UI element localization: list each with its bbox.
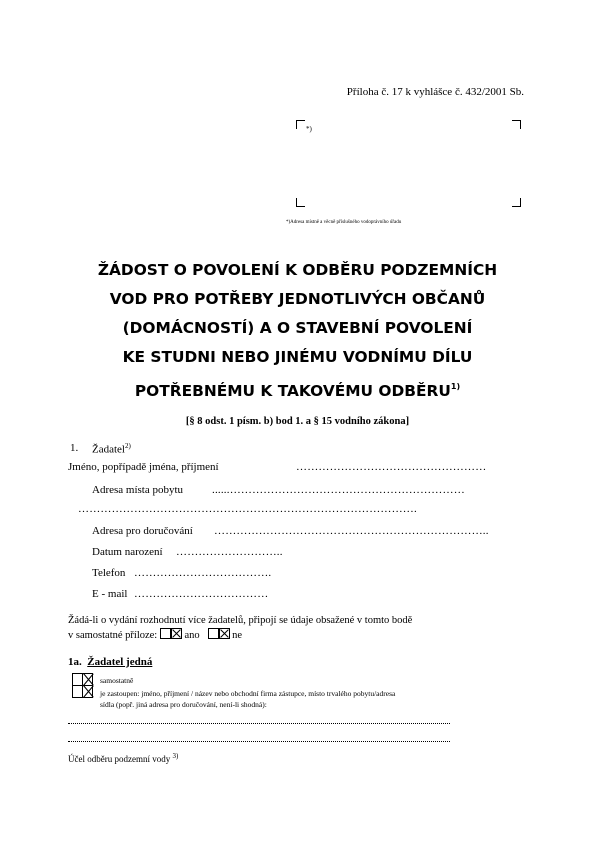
multiple-applicants-label: v samostatné příloze: bbox=[68, 630, 158, 641]
no-checkbox-empty[interactable] bbox=[208, 628, 219, 639]
field-name-input[interactable]: …………………………………………… bbox=[296, 461, 487, 473]
section1a-heading bbox=[68, 656, 152, 668]
representation-checkbox-grid bbox=[72, 673, 94, 699]
address-box-corner-bottom-right bbox=[512, 198, 521, 207]
multiple-applicants-line2 bbox=[68, 628, 412, 643]
no-label: ne bbox=[232, 630, 243, 641]
field-email-label: E - mail bbox=[92, 588, 128, 600]
title-line-text: POTŘEBNÉMU K TAKOVÉMU ODBĚRU bbox=[134, 382, 451, 400]
field-name bbox=[68, 461, 219, 473]
section1-heading bbox=[92, 442, 131, 456]
multiple-applicants-note bbox=[68, 614, 412, 643]
purpose-footnote: 3) bbox=[172, 752, 179, 760]
multiple-applicants-line1: Žádá-li o vydání rozhodnutí více žadatelů, připojí se údaje obsažené v tomto bodě bbox=[68, 615, 413, 626]
field-phone-label: Telefon bbox=[92, 567, 126, 579]
section1-footnote: 2) bbox=[124, 442, 131, 450]
title-line: KE STUDNI NEBO JINÉMU VODNÍMU DÍLU bbox=[122, 348, 473, 366]
field-name-label: Jméno, popřípadě jména, příjmení bbox=[68, 461, 219, 473]
annex-reference: Příloha č. 17 k vyhlášce č. 432/2001 Sb. bbox=[346, 86, 524, 98]
option-independent-label: samostatně bbox=[100, 676, 134, 685]
address-box-corner-top-right bbox=[512, 120, 521, 129]
title-line: (DOMÁCNOSTÍ) A O STAVEBNÍ POVOLENÍ bbox=[122, 319, 473, 337]
legal-basis: [§ 8 odst. 1 písm. b) bod 1. a § 15 vodního zákona] bbox=[185, 416, 410, 427]
purpose-heading bbox=[68, 752, 178, 764]
field-address-input[interactable]: ......……………………………………………………… bbox=[212, 484, 465, 496]
representative-fill-line-2[interactable] bbox=[68, 741, 450, 742]
field-address-label: Adresa místa pobytu bbox=[92, 484, 184, 496]
yes-checkbox[interactable] bbox=[171, 628, 182, 639]
form-title bbox=[40, 256, 555, 406]
title-line: ŽÁDOST O POVOLENÍ K ODBĚRU PODZEMNÍCH bbox=[97, 261, 498, 279]
purpose-label: Účel odběru podzemní vody bbox=[68, 754, 171, 764]
field-delivery-address-label: Adresa pro doručování bbox=[92, 525, 193, 537]
section1-number: 1. bbox=[70, 442, 79, 454]
section1a-label: Žadatel jedná bbox=[87, 656, 153, 668]
title-footnote: 1) bbox=[450, 382, 461, 391]
title-line bbox=[40, 372, 555, 406]
address-box-corner-top-left bbox=[296, 120, 305, 129]
field-address-continued-input[interactable]: ………………………………………………………………………………. bbox=[78, 503, 417, 515]
section1a-number: 1a. bbox=[68, 656, 82, 668]
yes-label: ano bbox=[184, 630, 200, 641]
address-footnote-marker: *) bbox=[306, 125, 312, 133]
option-represented-line1: je zastoupen: jméno, příjmení / název nebo obchodní firma zástupce, místo trvalého pobytu/adresa bbox=[100, 689, 396, 698]
address-box-corner-bottom-left bbox=[296, 198, 305, 207]
field-delivery-address-input[interactable]: ……………………………………………………………….. bbox=[214, 525, 489, 537]
field-birth-date-label: Datum narození bbox=[92, 546, 163, 558]
option-represented-line2: sídla (popř. jiná adresa pro doručování, není-li shodná): bbox=[100, 700, 267, 709]
address-note: *)Adresa místně a věcně příslušného vodoprávního úřadu bbox=[286, 220, 402, 225]
representative-fill-line-1[interactable] bbox=[68, 723, 450, 724]
yes-checkbox-empty[interactable] bbox=[160, 628, 171, 639]
field-phone-input[interactable]: ………………………………. bbox=[134, 567, 272, 579]
section1-label: Žadatel bbox=[92, 443, 125, 456]
field-email-input[interactable]: ……………………………… bbox=[134, 588, 269, 600]
title-line: VOD PRO POTŘEBY JEDNOTLIVÝCH OBČANŮ bbox=[109, 290, 486, 308]
represented-checkbox[interactable] bbox=[82, 685, 93, 698]
field-birth-date-input[interactable]: ……………………….. bbox=[176, 546, 283, 558]
no-checkbox[interactable] bbox=[219, 628, 230, 639]
